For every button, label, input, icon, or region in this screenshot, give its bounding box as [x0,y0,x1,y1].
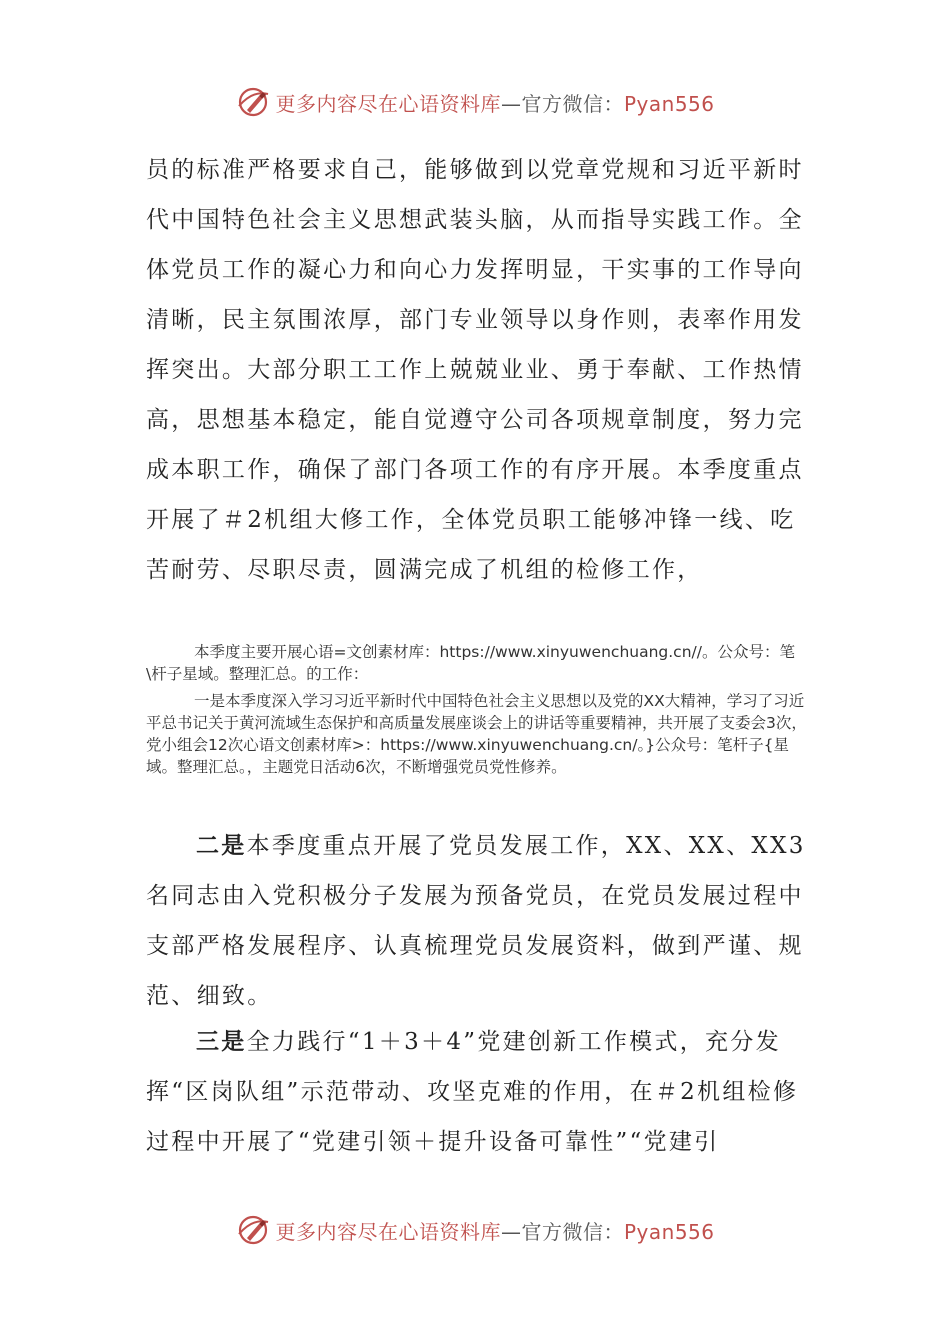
inserted-note-1 [146,641,810,685]
paragraph-2-lead: 二是 [196,832,247,859]
header-wechat-id: Pyan556 [623,91,715,116]
header-banner-text [275,88,714,117]
footer-banner-dash: — [500,1219,522,1244]
body-paragraph-1: 员的标准严格要求自己，能够做到以党章党规和习近平新时代中国特色社会主义思想武装头脑，从而指导实践工作。全体党员工作的凝心力和向心力发挥明显，干实事的工作导向清晰，民主氛围浓厚，部门专业领导以身作则，表率作用发挥突出。大部分职工工作上兢兢业业、勇于奉献、工作热情高，思想基本稳定，能自觉遵守公司各项规章制度，努力完成本职工作，确保了部门各项工作的有序开展。本季度重点开展了＃2机组大修工作，全体党员职工能够冲锋一线、吃苦耐劳、尽职尽责，圆满完成了机组的检修工作， [146,157,804,583]
footer-banner [0,1208,950,1252]
footer-wechat-id: Pyan556 [623,1219,715,1244]
paragraph-3-text: 全力践行“1＋3＋4”党建创新工作模式，充分发挥“区岗队组”示范带动、攻坚克难的作用，在＃2机组检修过程中开展了“党建引领＋提升设备可靠性”“党建引 [146,1029,799,1155]
header-banner-dash: — [500,91,522,116]
header-banner [0,80,950,124]
pen-nib-logo-icon [235,1212,271,1248]
inserted-note-2 [146,690,810,778]
footer-banner-text [275,1216,714,1245]
paragraph-2-text: 本季度重点开展了党员发展工作，XX、XX、XX3名同志由入党积极分子发展为预备党员，在党员发展过程中支部严格发展程序、认真梳理党员发展资料，做到严谨、规范、细致。 [146,833,806,1009]
footer-banner-label: 更多内容尽在心语资料库 [275,1219,501,1244]
footer-wechat-label: 官方微信： [521,1219,624,1244]
pen-nib-logo-icon [235,84,271,120]
header-banner-label: 更多内容尽在心语资料库 [275,91,501,116]
paragraph-3-lead: 三是 [196,1028,247,1055]
body-paragraph-2 [146,821,806,1021]
header-wechat-label: 官方微信： [521,91,624,116]
inserted-note-1-text: 本季度主要开展心语=文创素材库：https://www.xinyuwenchuang.cn//。公众号：笔\杆子星域。整理汇总。的工作： [146,643,795,683]
body-paragraph-3 [146,1017,806,1167]
inserted-note-2-text: 一是本季度深入学习习近平新时代中国特色社会主义思想以及党的XX大精神，学习了习近平总书记关于黄河流域生态保护和高质量发展座谈会上的讲话等重要精神，共开展了支委会3次，党小组会12次心语文创素材库>：https://www.xinyuwenchuang.cn/。}公众号：笔杆子{星域。整理汇总。，主题党日活动6次，不断增强党员党性修养。 [146,692,807,776]
